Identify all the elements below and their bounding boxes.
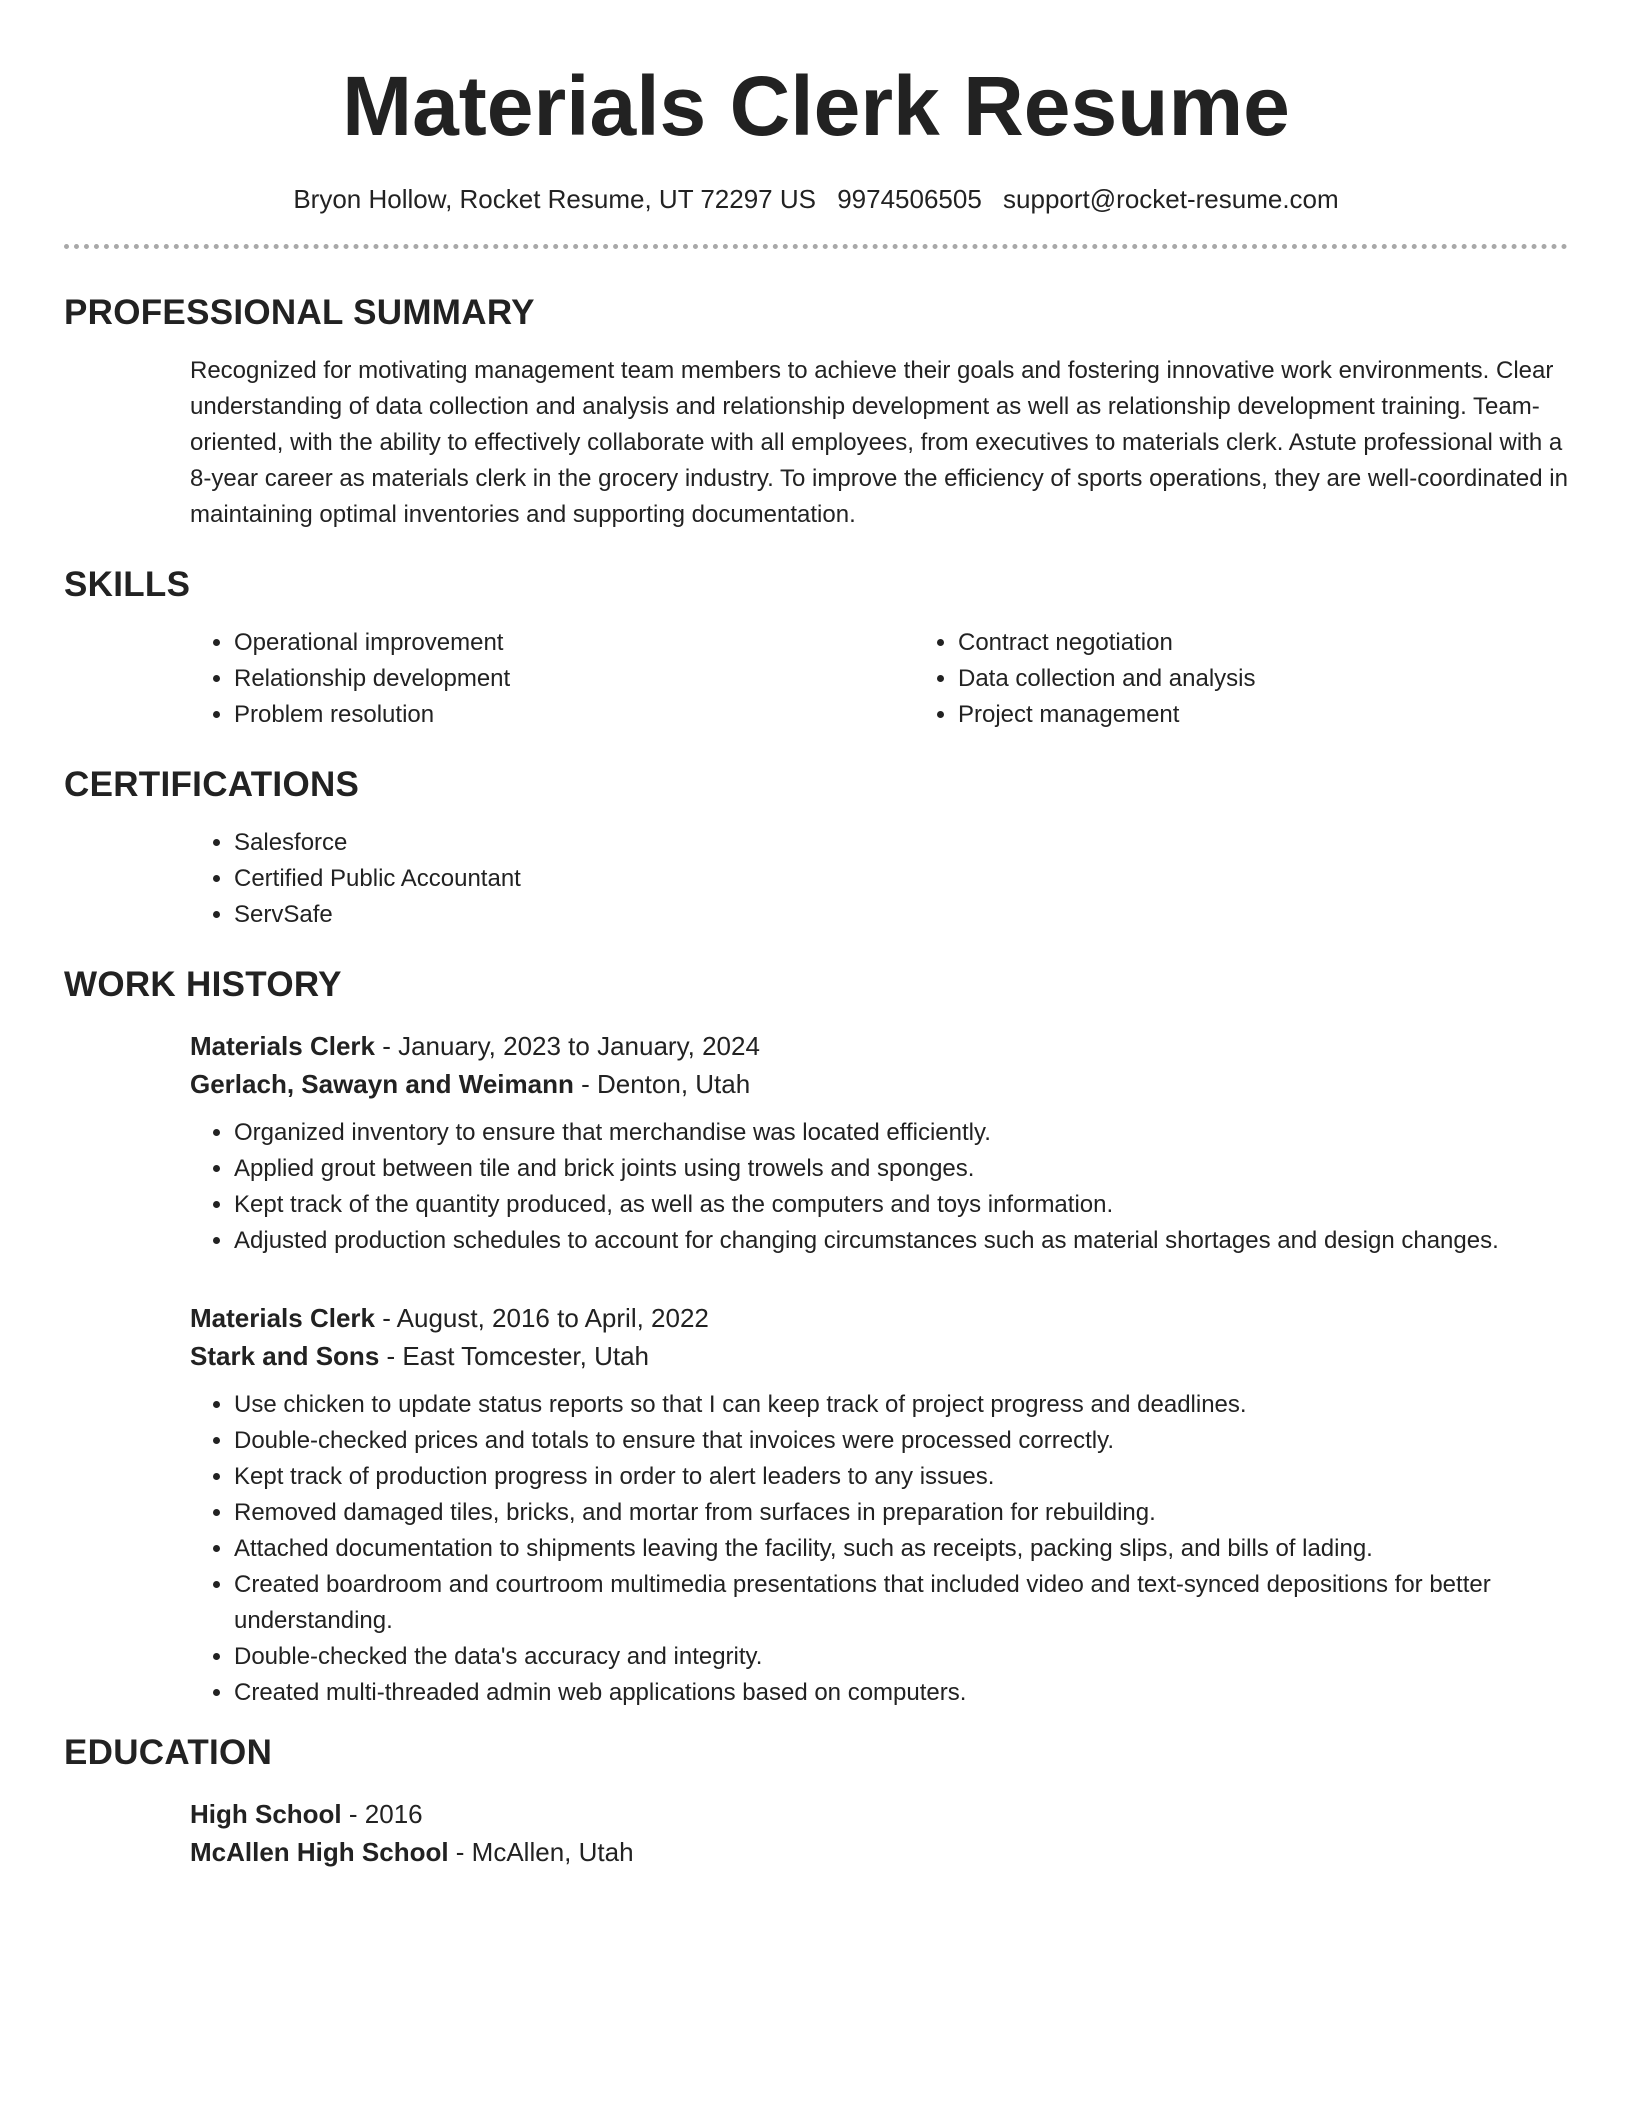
section-heading-certifications: CERTIFICATIONS (64, 765, 360, 804)
job-bullet: • Attached documentation to shipments leaving the facility, such as receipts, packing slips, and bills of lading. (234, 1531, 1568, 1567)
skill-item: • Problem resolution (234, 697, 914, 733)
education-school: McAllen High School (190, 1837, 449, 1867)
certification-item: • ServSafe (234, 897, 1568, 933)
job-location: - East Tomcester, Utah (379, 1341, 650, 1371)
job-bullet: • Double-checked prices and totals to ensure that invoices were processed correctly. (234, 1423, 1568, 1459)
job-entry (190, 1299, 1568, 1711)
contact-phone: 9974506505 (837, 184, 982, 214)
job-bullets (190, 1115, 1568, 1259)
job-location: - Denton, Utah (573, 1069, 751, 1099)
job-dates: - August, 2016 to April, 2022 (374, 1303, 709, 1333)
job-company: Gerlach, Sawayn and Weimann (190, 1069, 574, 1099)
job-title: Materials Clerk (190, 1303, 375, 1333)
skills-list-left (190, 625, 914, 733)
contact-address: Bryon Hollow, Rocket Resume, UT 72297 US (293, 184, 816, 214)
header-divider (64, 244, 1568, 249)
education-location: - McAllen, Utah (448, 1837, 634, 1867)
job-title-line (190, 1299, 1568, 1337)
education-year: - 2016 (341, 1799, 423, 1829)
job-title: Materials Clerk (190, 1031, 375, 1061)
education-degree: High School (190, 1799, 342, 1829)
section-heading-education: EDUCATION (64, 1733, 273, 1772)
job-bullet: • Applied grout between tile and brick joints using trowels and sponges. (234, 1151, 1568, 1187)
job-bullet: • Removed damaged tiles, bricks, and mortar from surfaces in preparation for rebuilding. (234, 1495, 1568, 1531)
skill-item: • Operational improvement (234, 625, 914, 661)
section-skills (64, 565, 1568, 733)
job-dates: - January, 2023 to January, 2024 (374, 1031, 760, 1061)
job-bullet: • Created boardroom and courtroom multimedia presentations that included video and text-synced depositions for better understanding. (234, 1567, 1568, 1639)
section-heading-work: WORK HISTORY (64, 965, 342, 1004)
job-bullet: • Adjusted production schedules to account for changing circumstances such as material shortages and design changes. (234, 1223, 1568, 1259)
skills-list-right (914, 625, 1632, 733)
job-bullet: • Created multi-threaded admin web applications based on computers. (234, 1675, 1568, 1711)
certifications-list (190, 825, 1568, 933)
section-heading-summary: PROFESSIONAL SUMMARY (64, 293, 535, 332)
skill-item: • Relationship development (234, 661, 914, 697)
job-bullet: • Kept track of production progress in order to alert leaders to any issues. (234, 1459, 1568, 1495)
skill-item: • Contract negotiation (958, 625, 1632, 661)
section-education (64, 1733, 1568, 1871)
job-bullet: • Kept track of the quantity produced, as well as the computers and toys information. (234, 1187, 1568, 1223)
section-summary (64, 293, 1568, 533)
skill-item: • Data collection and analysis (958, 661, 1632, 697)
job-company-line (190, 1337, 1568, 1375)
job-company-line (190, 1065, 1568, 1103)
resume-title: Materials Clerk Resume (342, 59, 1290, 153)
job-bullet: • Use chicken to update status reports so that I can keep track of project progress and deadlines. (234, 1387, 1568, 1423)
job-bullet: • Organized inventory to ensure that merchandise was located efficiently. (234, 1115, 1568, 1151)
education-degree-line (190, 1795, 1568, 1833)
section-work-history (64, 965, 1568, 1711)
certification-item: • Salesforce (234, 825, 1568, 861)
skill-item: • Project management (958, 697, 1632, 733)
summary-text: Recognized for motivating management team members to achieve their goals and fostering innovative work environments. Clear understanding of data collection and analysis and relationship development as well as relationship development training. Team-oriented, with the ability to effectively collaborate with all employees, from executives to materials clerk. Astute professional with a 8-year career as materials clerk in the grocery industry. To improve the efficiency of sports operations, they are well-coordinated in maintaining optimal inventories and supporting documentation. (190, 357, 1568, 528)
education-school-line (190, 1833, 1568, 1871)
job-bullets (190, 1387, 1568, 1711)
contact-email: support@rocket-resume.com (1003, 184, 1339, 214)
job-entry (190, 1027, 1568, 1259)
certification-item: • Certified Public Accountant (234, 861, 1568, 897)
section-certifications (64, 765, 1568, 933)
job-company: Stark and Sons (190, 1341, 380, 1371)
job-title-line (190, 1027, 1568, 1065)
job-bullet: • Double-checked the data's accuracy and integrity. (234, 1639, 1568, 1675)
section-heading-skills: SKILLS (64, 565, 191, 604)
contact-line (64, 182, 1568, 216)
